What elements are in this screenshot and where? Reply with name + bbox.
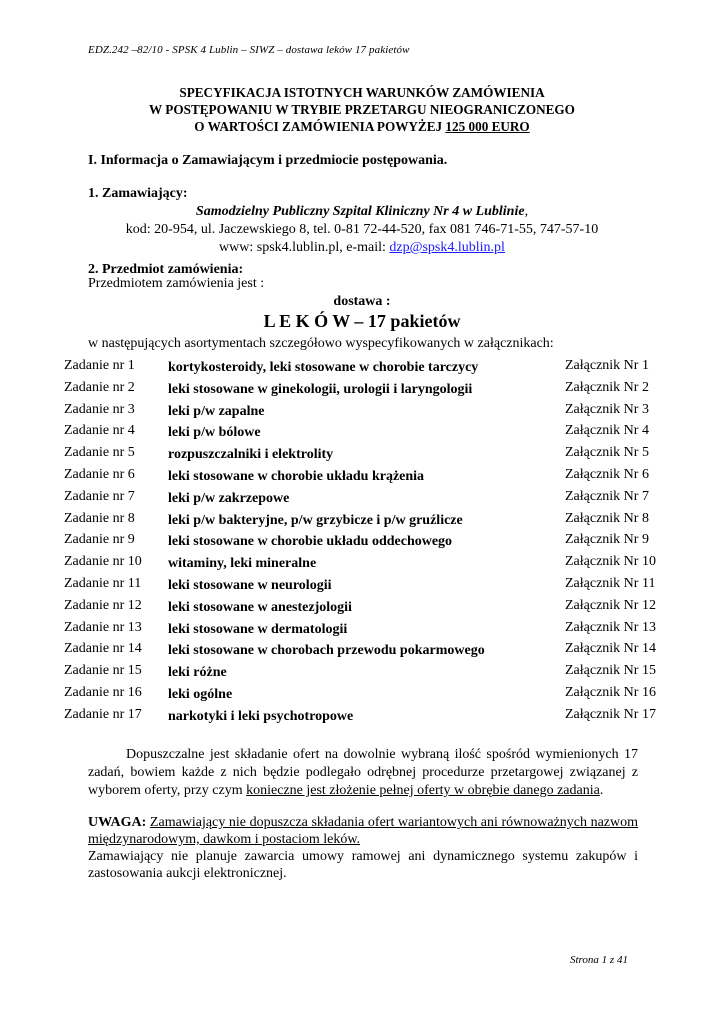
- zamawiajacy-contact: [60, 240, 664, 256]
- task-row: [64, 574, 684, 596]
- task-attachment: Załącznik Nr 14: [565, 641, 656, 657]
- task-description: rozpuszczalniki i elektrolity: [168, 447, 334, 463]
- title-line-2: W POSTĘPOWANIU W TRYBIE PRZETARGU NIEOGRANICZONEGO: [149, 102, 575, 117]
- zamawiajacy-name-suffix: ,: [524, 204, 529, 219]
- section-1-heading: I. Informacja o Zamawiającym i przedmiocie postępowania.: [88, 153, 448, 168]
- task-attachment: Załącznik Nr 2: [565, 379, 649, 395]
- task-description: leki stosowane w chorobie układu krążenia: [168, 468, 425, 484]
- zamawiajacy-name: Samodzielny Publiczny Szpital Kliniczny Nr 4 w Lublinie: [195, 204, 525, 219]
- task-description: leki stosowane w dermatologii: [168, 621, 348, 637]
- task-attachment: Załącznik Nr 12: [565, 597, 656, 613]
- task-number: Zadanie nr 10: [64, 554, 142, 570]
- task-attachment: Załącznik Nr 10: [565, 554, 656, 570]
- title-line-3: [60, 118, 664, 135]
- offers-paragraph-underlined: konieczne jest złożenie pełnej oferty w obrębie danego zadania: [246, 783, 600, 798]
- task-row: [64, 639, 684, 661]
- task-row: [64, 356, 684, 378]
- task-attachment: Załącznik Nr 8: [565, 510, 649, 526]
- task-row: [64, 465, 684, 487]
- task-number: Zadanie nr 5: [64, 445, 135, 461]
- task-description: leki stosowane w anestezjologii: [168, 599, 352, 615]
- page-header: EDZ.242 –82/10 - SPSK 4 Lublin – SIWZ – dostawa leków 17 pakietów: [88, 44, 410, 56]
- title-amount: 125 000 EURO: [445, 119, 530, 134]
- task-number: Zadanie nr 8: [64, 510, 135, 526]
- przedmiot-heading: 2. Przedmiot zamówienia:: [88, 262, 244, 277]
- task-row: [64, 378, 684, 400]
- task-attachment: Załącznik Nr 4: [565, 423, 649, 439]
- task-description: leki stosowane w neurologii: [168, 577, 332, 593]
- task-description: leki p/w zapalne: [168, 403, 265, 419]
- task-row: [64, 509, 684, 531]
- task-attachment: Załącznik Nr 9: [565, 532, 649, 548]
- task-number: Zadanie nr 2: [64, 379, 135, 395]
- task-description: leki ogólne: [168, 686, 233, 702]
- zamawiajacy-heading: 1. Zamawiający:: [88, 186, 188, 201]
- task-number: Zadanie nr 4: [64, 423, 135, 439]
- task-number: Zadanie nr 1: [64, 358, 135, 373]
- task-attachment: Załącznik Nr 5: [565, 445, 649, 461]
- task-number: Zadanie nr 15: [64, 663, 142, 679]
- zamawiajacy-www: www: spsk4.lublin.pl, e-mail:: [219, 240, 390, 255]
- task-number: Zadanie nr 13: [64, 619, 142, 635]
- task-row: [64, 618, 684, 640]
- email-link[interactable]: dzp@spsk4.lublin.pl: [389, 240, 505, 255]
- task-row: [64, 400, 684, 422]
- task-description: leki p/w bólowe: [168, 425, 261, 441]
- task-row: [64, 443, 684, 465]
- task-attachment: Załącznik Nr 15: [565, 663, 656, 679]
- task-row: [64, 683, 684, 705]
- task-attachment: Załącznik Nr 11: [565, 575, 656, 591]
- task-row: [64, 552, 684, 574]
- task-attachment: Załącznik Nr 7: [565, 488, 649, 504]
- task-number: Zadanie nr 6: [64, 466, 135, 482]
- page-number: Strona 1 z 41: [570, 954, 628, 966]
- task-attachment: Załącznik Nr 1: [565, 358, 649, 373]
- task-number: Zadanie nr 12: [64, 597, 142, 613]
- zamawiajacy-name-line: [60, 204, 664, 220]
- task-number: Zadanie nr 7: [64, 488, 135, 504]
- task-number: Zadanie nr 11: [64, 575, 142, 591]
- offers-paragraph-text: Dopuszczalne jest składanie ofert na dowolnie wybraną ilość spośród wymienionych 17 zadań, bowiem każde z nich będzie podlegało odrębnej procedurze przetargowej związanej z wyborem oferty, przy czym: [88, 747, 638, 798]
- task-description: leki p/w bakteryjne, p/w grzybicze i p/w gruźlicze: [168, 512, 463, 528]
- uwaga-text: Zamawiający nie dopuszcza składania ofert wariantowych ani równoważnych nazwom międzynarodowym, dawkom i postaciom leków.: [88, 815, 638, 847]
- task-row: [64, 596, 684, 618]
- task-row: [64, 421, 684, 443]
- task-description: leki różne: [168, 665, 227, 681]
- task-row: [64, 487, 684, 509]
- task-description: leki p/w zakrzepowe: [168, 490, 290, 506]
- title-line-1: SPECYFIKACJA ISTOTNYCH WARUNKÓW ZAMÓWIENIA: [179, 85, 545, 100]
- przedmiot-text: Przedmiotem zamówienia jest :: [88, 276, 265, 291]
- offers-paragraph: [88, 746, 638, 800]
- dostawa-label: dostawa :: [333, 294, 391, 309]
- document-title: [60, 84, 664, 135]
- task-attachment: Załącznik Nr 13: [565, 619, 656, 635]
- task-number: Zadanie nr 17: [64, 706, 142, 722]
- zamawiajacy-address: kod: 20-954, ul. Jaczewskiego 8, tel. 0-81 72-44-520, fax 081 746-71-55, 747-57-10: [125, 222, 599, 237]
- task-list: [64, 356, 684, 727]
- uwaga-note: [88, 814, 638, 848]
- lekow-heading: L E K Ó W – 17 pakietów: [263, 311, 461, 331]
- task-description: kortykosteroidy, leki stosowane w chorobie tarczycy: [168, 360, 479, 375]
- task-description: leki stosowane w chorobie układu oddechowego: [168, 534, 453, 550]
- title-line-3-text: O WARTOŚCI ZAMÓWIENIA POWYŻEJ: [194, 119, 446, 134]
- uwaga-label: UWAGA:: [88, 815, 147, 830]
- task-row: [64, 705, 684, 727]
- task-number: Zadanie nr 14: [64, 641, 142, 657]
- offers-paragraph-end: .: [599, 783, 604, 798]
- task-row: [64, 530, 684, 552]
- task-number: Zadanie nr 16: [64, 684, 142, 700]
- task-row: [64, 661, 684, 683]
- task-number: Zadanie nr 3: [64, 401, 135, 417]
- task-description: narkotyki i leki psychotropowe: [168, 708, 354, 724]
- task-description: leki stosowane w chorobach przewodu pokarmowego: [168, 643, 485, 659]
- task-description: leki stosowane w ginekologii, urologii i laryngologii: [168, 381, 473, 397]
- task-attachment: Załącznik Nr 16: [565, 684, 656, 700]
- task-attachment: Załącznik Nr 3: [565, 401, 649, 417]
- task-description: witaminy, leki mineralne: [168, 556, 317, 572]
- przedmiot-intro: w następujących asortymentach szczegółowo wyspecyfikowanych w załącznikach:: [88, 336, 554, 351]
- task-attachment: Załącznik Nr 6: [565, 466, 649, 482]
- framework-note: Zamawiający nie planuje zawarcia umowy ramowej ani dynamicznego systemu zakupów i zastosowania aukcji elektronicznej.: [88, 849, 638, 881]
- task-attachment: Załącznik Nr 17: [565, 706, 656, 722]
- task-number: Zadanie nr 9: [64, 532, 135, 548]
